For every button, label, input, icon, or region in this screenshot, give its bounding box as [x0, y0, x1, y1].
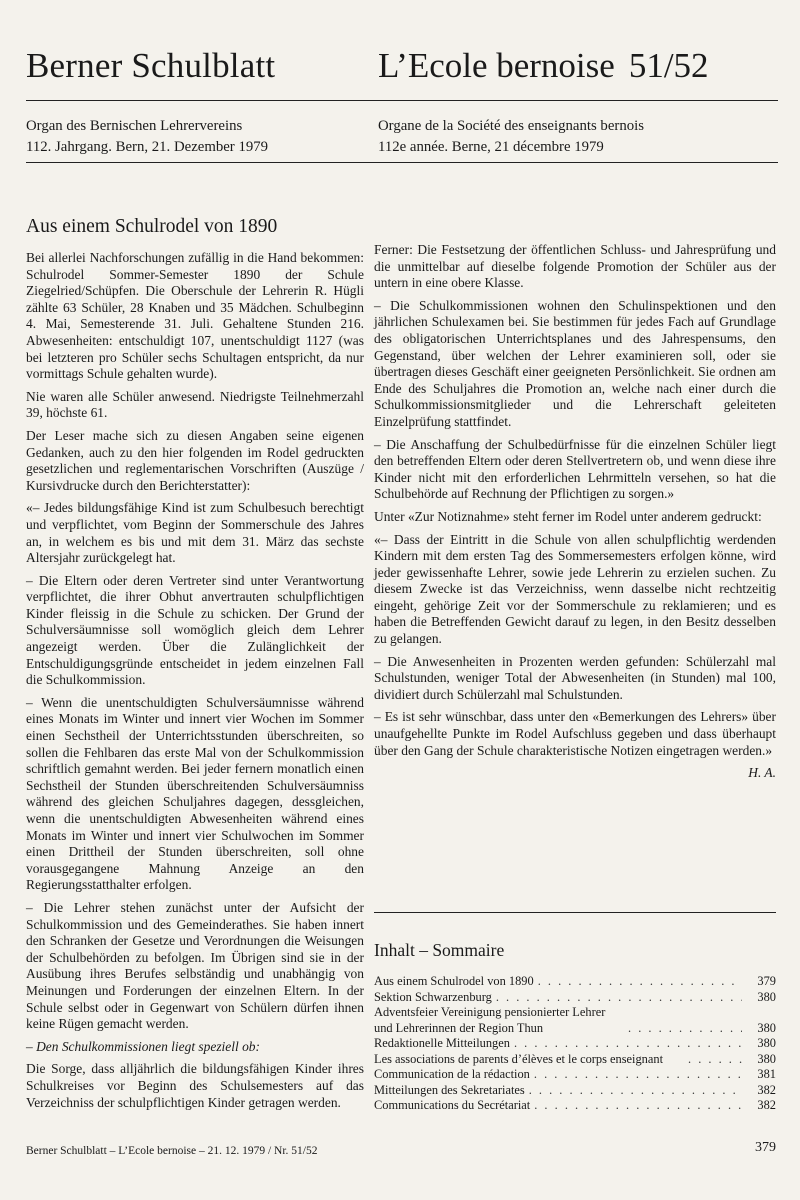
toc-item[interactable]	[374, 974, 776, 990]
toc-title: Inhalt – Sommaire	[374, 940, 505, 960]
toc-item-page: 382	[757, 1082, 776, 1097]
masthead-title-de: Berner Schulblatt	[26, 46, 276, 85]
article-author: H. A.	[748, 765, 776, 781]
paragraph: Unter «Zur Notiznahme» steht ferner im Rodel unter anderem gedruckt:	[374, 508, 762, 524]
toc-item[interactable]	[374, 1005, 776, 1036]
paragraph: – Wenn die unentschuldigten Schulversäumnisse während eines Monats im Winter und innert vier Wochen im Sommer einen Sechstheil der Unterrichtsstunden überschreiten, so sollen die Fehlbaren das erste Mal von der Schulkommission schriftlich gemahnt werden. Bei jeder fernern monatlich einen Sechstheil der Stunden überschreitenden Schulversäumniss während des gleichen Schuljahres dagegen, dessgleichen, wenn die unentschuldigten Abwesenheiten während eines Monats im Winter und innert vier Schulwochen im Sommer einen Drittheil der Stunden überschreiten, soll ohne vorausgegangene Mahnung Anzeige an den Regierungsstatthalter erfolgen.	[26, 694, 364, 893]
toc-item-title: Les associations de parents d’élèves et le corps enseignant	[374, 1051, 664, 1066]
toc-item-title: Communications du Secrétariat	[374, 1098, 531, 1112]
article-column-left	[26, 250, 364, 1117]
article-column-right	[374, 242, 776, 782]
page-number: 379	[755, 1140, 776, 1155]
org-fr-line2: 112e année. Berne, 21 décembre 1979	[378, 139, 604, 155]
org-de-line2: 112. Jahrgang. Bern, 21. Dezember 1979	[26, 139, 269, 155]
paragraph: «– Dass der Eintritt in die Schule von allen schulpflichtig werdenden Kindern mit dem ersten Tag des Sommersemesters erfolgen könne, wird jeder gewissenhafte Lehrer, sowie jede Lehrerin zu erzielen suchen. Zu diesem Zwecke ist das Verzeichniss, wenn dasselbe nicht rechtzeitig eingeht, gehörige Zeit vor der Sommerschule zu reklamieren; und es haben die Betreffenden Gewicht darauf zu legen, in den Besitz desselben zu gelangen.	[374, 531, 776, 647]
org-de-line1: Organ des Bernischen Lehrervereins	[26, 118, 243, 134]
toc-item-page: 380	[757, 1020, 776, 1035]
toc-rule	[374, 912, 776, 913]
paragraph: «– Jedes bildungsfähige Kind ist zum Schulbesuch berechtigt und verpflichtet, vom Beginn der Sommerschule des Jahres an, in welchem es bis und mit dem 31. März das sechste Altersjahr zurückgelegt hat.	[26, 500, 364, 566]
masthead-title-fr	[378, 46, 709, 86]
toc-leader	[538, 974, 742, 990]
toc-item-title: Aus einem Schulrodel von 1890	[374, 974, 534, 988]
toc-item[interactable]	[374, 1083, 776, 1099]
paragraph: Ferner: Die Festsetzung der öffentlichen Schluss- und Jahresprüfung und die unmittelbar auf dieselbe folgende Promotion der Schüler aus der untern in eine obere Klasse.	[374, 242, 776, 291]
table-of-contents	[374, 974, 776, 1114]
toc-item-title: Communication de la rédaction	[374, 1067, 530, 1081]
toc-leader	[496, 990, 742, 1006]
toc-leader	[628, 1021, 742, 1037]
toc-item[interactable]	[374, 1067, 776, 1083]
toc-item-title: Adventsfeier Vereinigung pensionierter Lehrer und Lehrerinnen der Region Thun	[374, 1005, 606, 1035]
org-de	[26, 116, 356, 158]
masthead-rule	[26, 100, 778, 101]
paragraph: – Den Schulkommissionen liegt speziell ob:	[26, 1038, 260, 1054]
toc-leader	[688, 1052, 742, 1068]
toc-item-page: 382	[757, 1098, 776, 1112]
paragraph: Nie waren alle Schüler anwesend. Niedrigste Teilnehmerzahl 39, höchste 61.	[26, 388, 364, 421]
paragraph: Der Leser mache sich zu diesen Angaben seine eigenen Gedanken, auch zu den hier folgenden im Rodel gedruckten gesetzlichen und reglementarischen Vorschriften (Auszüge / Kursivdrucke durch den Berichterstatter):	[26, 427, 364, 493]
toc-item-title: Sektion Schwarzenburg	[374, 989, 492, 1004]
toc-item-page: 381	[757, 1067, 776, 1081]
issue-number: 51/52	[628, 46, 709, 85]
toc-item-page: 379	[757, 974, 776, 988]
toc-item-page: 380	[757, 1036, 776, 1050]
header-rule	[26, 162, 778, 163]
paragraph: – Die Lehrer stehen zunächst unter der Aufsicht der Schulkommission und des Gemeinderathes. Sie haben innert den Schranken der Gesetze und Verordnungen die Weisungen der Schulbehörden zu befolgen. Im Übrigen sind sie in der Ausübung ihres Berufes selbständig und unabhängig von Meinungen und Forderungen der einzelnen Eltern. In der Schule selbst oder in Gegenwart von Schülern dürfen ihnen keine Rügen gemacht werden.	[26, 899, 364, 1032]
toc-item[interactable]	[374, 1098, 776, 1114]
toc-leader	[529, 1083, 742, 1099]
toc-leader	[514, 1036, 742, 1052]
paragraph: Die Sorge, dass alljährlich die bildungsfähigen Kinder ihres Schulkreises vor Beginn des Schulsemesters auf das Verzeichniss der schulpflichtigen Kinder getragen werden.	[26, 1061, 364, 1110]
toc-item-page: 380	[757, 1051, 776, 1066]
org-fr-line1: Organe de la Société des enseignants bernois	[378, 118, 644, 134]
toc-item[interactable]	[374, 1036, 776, 1052]
toc-item-title: Mitteilungen des Sekretariates	[374, 1082, 525, 1097]
toc-item[interactable]	[374, 1052, 776, 1068]
toc-leader	[534, 1098, 742, 1114]
toc-item-page: 380	[757, 989, 776, 1004]
paragraph: – Die Schulkommissionen wohnen den Schulinspektionen und den jährlichen Schulexamen bei. Sie bestimmen für jedes Fach auf Grundlage des obligatorischen Unterrichtsplanes und des Jahrespensums, den Gegenstand, über welchen der Lehrer examinieren soll, oder sie übertragen dieses Geschäft einer geeigneten Persönlichkeit. Sie ordnen am Ende des Schuljahres die Promotion an, welche nach einer durch die Schulkommissionsmitglieder und die Lehrerschaft geleiteten Einzelprüfung stattfindet.	[374, 297, 776, 429]
org-fr	[378, 116, 778, 158]
toc-item[interactable]	[374, 990, 776, 1006]
paragraph: – Es ist sehr wünschbar, dass unter den «Bemerkungen des Lehrers» über unaufgehellte Punkte im Rodel Aufschluss gegeben und dass überhaupt über den Gang der Schule charakteristische Notizen eingetragen werden.»	[374, 709, 776, 758]
page-footer: Berner Schulblatt – L’Ecole bernoise – 21. 12. 1979 / Nr. 51/52	[26, 1145, 318, 1157]
masthead-title-fr-text: L’Ecole bernoise	[378, 46, 615, 85]
paragraph: – Die Anwesenheiten in Prozenten werden gefunden: Schülerzahl mal Schulstunden, weniger Total der Abwesenheiten (in Stunden) mal 100, dividiert durch Schülerzahl mal Schulstunden.	[374, 653, 776, 702]
toc-item-title: Redaktionelle Mitteilungen	[374, 1036, 510, 1050]
paragraph: – Die Anschaffung der Schulbedürfnisse für die einzelnen Schüler liegt den betreffenden Eltern oder deren Stellvertretern ob, und wenn diese ihre Kinder nicht mit den erforderlichen Lehrmitteln versehen, so hat die Schulbehörde auf Rechnung der Pflichtigen zu sorgen.»	[374, 436, 776, 502]
signature-line	[374, 765, 776, 782]
toc-leader	[534, 1067, 742, 1083]
paragraph: Bei allerlei Nachforschungen zufällig in die Hand bekommen: Schulrodel Sommer-Semester 1890 der Schule Ziegelried/Schüpfen. Die Oberschule der Lehrerin R. Hügli zählte 63 Schüler, 28 Knaben und 35 Mädchen. Schulbeginn 4. Mai, Semesterende 31. Juli. Gehaltene Stunden 216. Abwesenheiten: entschuldigt 107, unentschuldigt 1127 (was bei letzteren pro Schüler sechs Schultagen entspricht, da nur vormittags Schule gehalten wurde).	[26, 250, 364, 382]
paragraph: – Die Eltern oder deren Vertreter sind unter Verantwortung verpflichtet, die ihrer Obhut anvertrauten schulpflichtigen Kinder fleissig in die Schule zu schicken. Der Grund der Schulversäumnisse soll womöglich gleich dem Lehrer angezeigt werden. Über die Zulänglichkeit der Entschuldigungsgründe entscheidet in jedem einzelnen Fall die Schulkommission.	[26, 572, 364, 688]
article-title: Aus einem Schulrodel von 1890	[26, 216, 278, 237]
